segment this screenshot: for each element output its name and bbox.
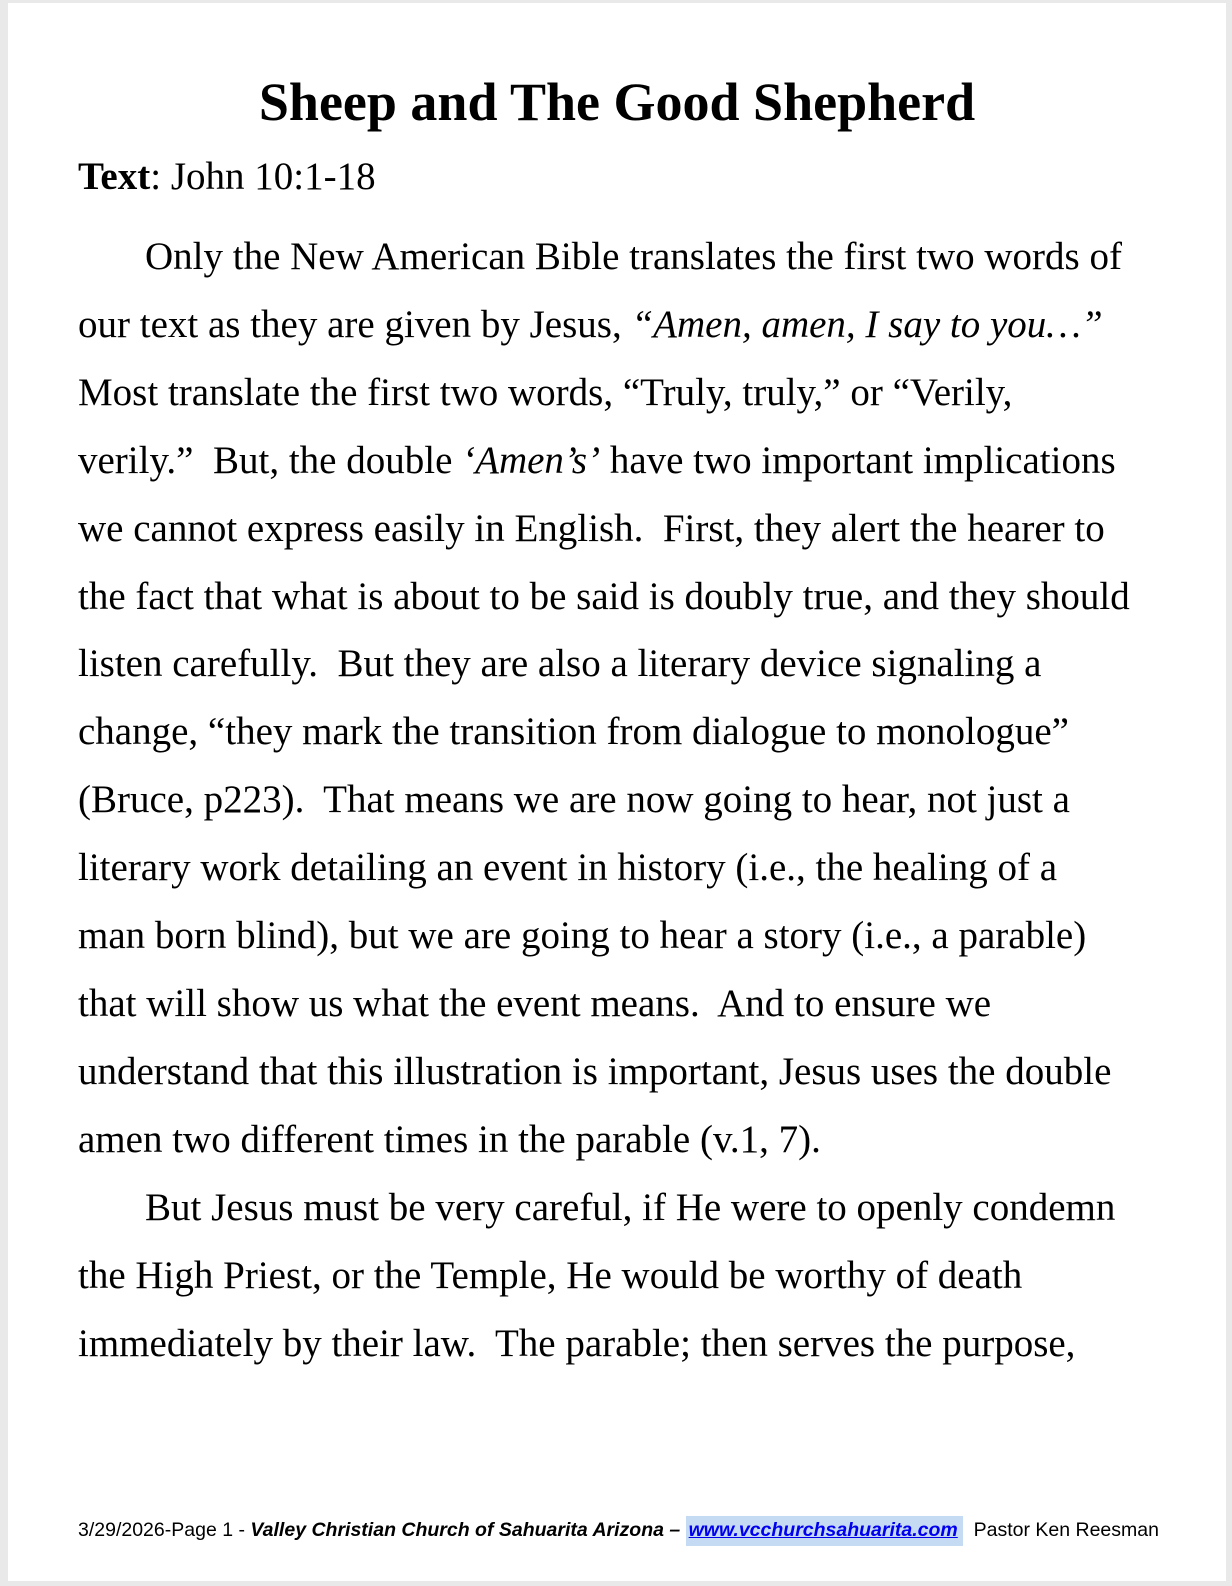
document-page (8, 3, 1226, 1581)
footer-church-name: Valley Christian Church of Sahuarita Arizona – (250, 1519, 686, 1541)
document-body (78, 223, 1168, 1377)
text-line (78, 766, 1168, 834)
text-run: we cannot express easily in English. First, they alert the hearer to (78, 506, 1105, 550)
text-line (78, 223, 1168, 291)
text-line (78, 970, 1168, 1038)
footer-link[interactable]: www.vcchurchsahuarita.com (686, 1516, 963, 1546)
text-run: change, “they mark the transition from dialogue to monologue” (78, 710, 1069, 754)
footer-author: Pastor Ken Reesman (962, 1519, 1159, 1541)
text-line (78, 359, 1168, 427)
text-line (78, 1310, 1168, 1378)
text-line (78, 563, 1168, 631)
text-run: “Amen, amen, I say to you…” (631, 302, 1103, 346)
text-line (78, 1038, 1168, 1106)
text-line (78, 427, 1168, 495)
text-run: man born blind), but we are going to hear a story (i.e., a parable) (78, 914, 1087, 958)
text-run: understand that this illustration is important, Jesus uses the double (78, 1049, 1112, 1093)
text-line (78, 630, 1168, 698)
text-run: the High Priest, or the Temple, He would be worthy of death (78, 1253, 1023, 1297)
text-run: But Jesus must be very careful, if He were to openly condemn (145, 1185, 1116, 1229)
text-run: listen carefully. But they are also a literary device signaling a (78, 642, 1042, 686)
text-run: amen two different times in the parable (v.1, 7). (78, 1117, 821, 1161)
text-run: have two important implications (600, 438, 1116, 482)
text-line (78, 1242, 1168, 1310)
footer-date-page: 3/29/2026-Page 1 - (78, 1519, 251, 1541)
text-line (78, 291, 1168, 359)
body-paragraph (78, 1174, 1168, 1378)
text-run: immediately by their law. The parable; then serves the purpose, (78, 1321, 1076, 1365)
scripture-label: Text (78, 155, 151, 198)
text-run: our text as they are given by Jesus, (78, 302, 632, 346)
text-line (78, 1174, 1168, 1242)
text-run: Most translate the first two words, “Truly, truly,” or “Verily, (78, 370, 1013, 414)
text-run: literary work detailing an event in history (i.e., the healing of a (78, 846, 1058, 890)
page-footer (78, 1515, 1218, 1545)
text-run: that will show us what the event means. And to ensure we (78, 981, 992, 1025)
scripture-value: : John 10:1-18 (150, 155, 376, 198)
text-run: (Bruce, p223). That means we are now going to hear, not just a (78, 778, 1070, 822)
text-run: the fact that what is about to be said is doubly true, and they should (78, 574, 1130, 618)
text-line (78, 902, 1168, 970)
document-title: Sheep and The Good Shepherd (258, 72, 976, 132)
text-line (78, 698, 1168, 766)
text-run: Only the New American Bible translates the first two words of (145, 235, 1122, 278)
body-paragraph (78, 223, 1168, 1174)
text-line (78, 495, 1168, 563)
text-run: verily.” But, the double (78, 438, 463, 482)
scripture-reference (78, 154, 376, 199)
text-line (78, 1106, 1168, 1174)
text-line (78, 834, 1168, 902)
text-run: ‘Amen’s’ (462, 438, 601, 482)
